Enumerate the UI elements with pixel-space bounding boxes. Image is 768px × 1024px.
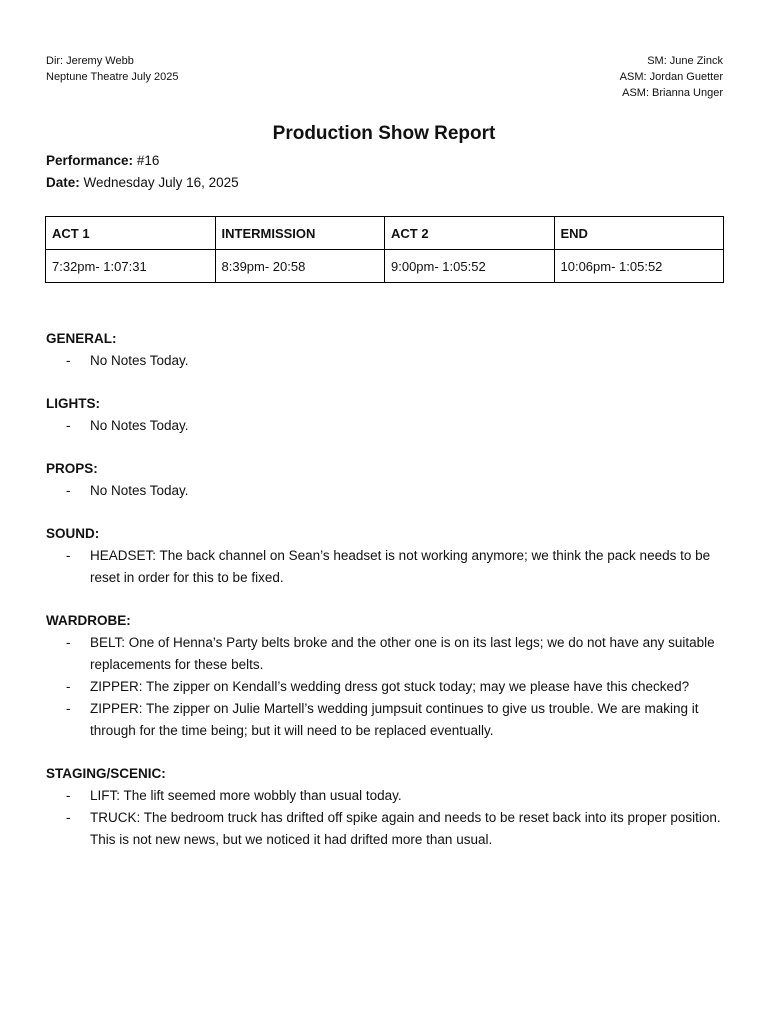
bullet-dash: - xyxy=(66,679,71,694)
bullet-dash: - xyxy=(66,418,71,433)
timing-header-cell: END xyxy=(554,217,724,250)
note-text: ZIPPER: The zipper on Kendall’s wedding dress got stuck today; may we please have this checked? xyxy=(90,679,690,694)
director-line: Dir: Jeremy Webb xyxy=(46,55,134,67)
timing-value-cell: 9:00pm- 1:05:52 xyxy=(385,250,555,283)
section-heading: STAGING/SCENIC: xyxy=(46,766,166,781)
timing-value-cell: 7:32pm- 1:07:31 xyxy=(46,250,216,283)
bullet-dash: - xyxy=(66,701,71,716)
section-heading: WARDROBE: xyxy=(46,613,131,628)
timing-header-cell: ACT 2 xyxy=(385,217,555,250)
date-label: Date: xyxy=(46,175,80,190)
asm-line-2: ASM: Brianna Unger xyxy=(622,87,723,99)
timing-value-cell: 8:39pm- 20:58 xyxy=(215,250,385,283)
list-item xyxy=(46,807,726,851)
note-text: No Notes Today. xyxy=(90,353,189,368)
venue-line: Neptune Theatre July 2025 xyxy=(46,71,179,83)
note-text: TRUCK: The bedroom truck has drifted off spike again and needs to be reset back into its proper position. This is not new news, but we noticed it had drifted more than usual. xyxy=(90,810,721,847)
bullet-dash: - xyxy=(66,483,71,498)
list-item xyxy=(46,350,726,372)
timing-table xyxy=(45,216,724,283)
section-heading: SOUND: xyxy=(46,526,100,541)
bullet-dash: - xyxy=(66,788,71,803)
bullet-dash: - xyxy=(66,548,71,563)
list-item xyxy=(46,785,726,807)
performance-value: #16 xyxy=(136,153,160,168)
report-section xyxy=(46,328,726,372)
report-section xyxy=(46,763,726,851)
bullet-dash: - xyxy=(66,353,71,368)
note-text: BELT: One of Henna’s Party belts broke and the other one is on its last legs; we do not have any suitable replacements for these belts. xyxy=(90,635,715,672)
section-heading: LIGHTS: xyxy=(46,396,100,411)
section-heading: PROPS: xyxy=(46,461,98,476)
list-item xyxy=(46,632,726,676)
header-left xyxy=(46,53,179,85)
timing-header-row xyxy=(46,217,724,250)
report-section xyxy=(46,458,726,502)
timing-value-row xyxy=(46,250,724,283)
report-section xyxy=(46,523,726,589)
timing-value-cell: 10:06pm- 1:05:52 xyxy=(554,250,724,283)
header-right xyxy=(620,53,723,101)
report-section xyxy=(46,610,726,742)
list-item xyxy=(46,545,726,589)
page-title: Production Show Report xyxy=(272,123,496,144)
report-section xyxy=(46,393,726,437)
note-text: No Notes Today. xyxy=(90,483,189,498)
list-item xyxy=(46,415,726,437)
timing-header-cell: INTERMISSION xyxy=(215,217,385,250)
list-item xyxy=(46,480,726,502)
list-item xyxy=(46,698,726,742)
stage-manager-line: SM: June Zinck xyxy=(647,55,723,67)
performance-line xyxy=(46,153,159,168)
timing-header-cell: ACT 1 xyxy=(46,217,216,250)
date-value: Wednesday July 16, 2025 xyxy=(83,175,239,190)
date-line xyxy=(46,175,239,190)
bullet-dash: - xyxy=(66,810,71,825)
note-text: No Notes Today. xyxy=(90,418,189,433)
note-text: HEADSET: The back channel on Sean’s headset is not working anymore; we think the pack needs to be reset in order for this to be fixed. xyxy=(90,548,711,585)
asm-line-1: ASM: Jordan Guetter xyxy=(619,71,723,83)
bullet-dash: - xyxy=(66,635,71,650)
list-item xyxy=(46,676,726,698)
note-text: ZIPPER: The zipper on Julie Martell’s wedding jumpsuit continues to give us trouble. We are making it through for the time being; but it will need to be replaced eventually. xyxy=(90,701,699,738)
performance-label: Performance: xyxy=(46,153,134,168)
report-sections xyxy=(46,328,726,872)
section-heading: GENERAL: xyxy=(46,331,117,346)
note-text: LIFT: The lift seemed more wobbly than usual today. xyxy=(90,788,402,803)
